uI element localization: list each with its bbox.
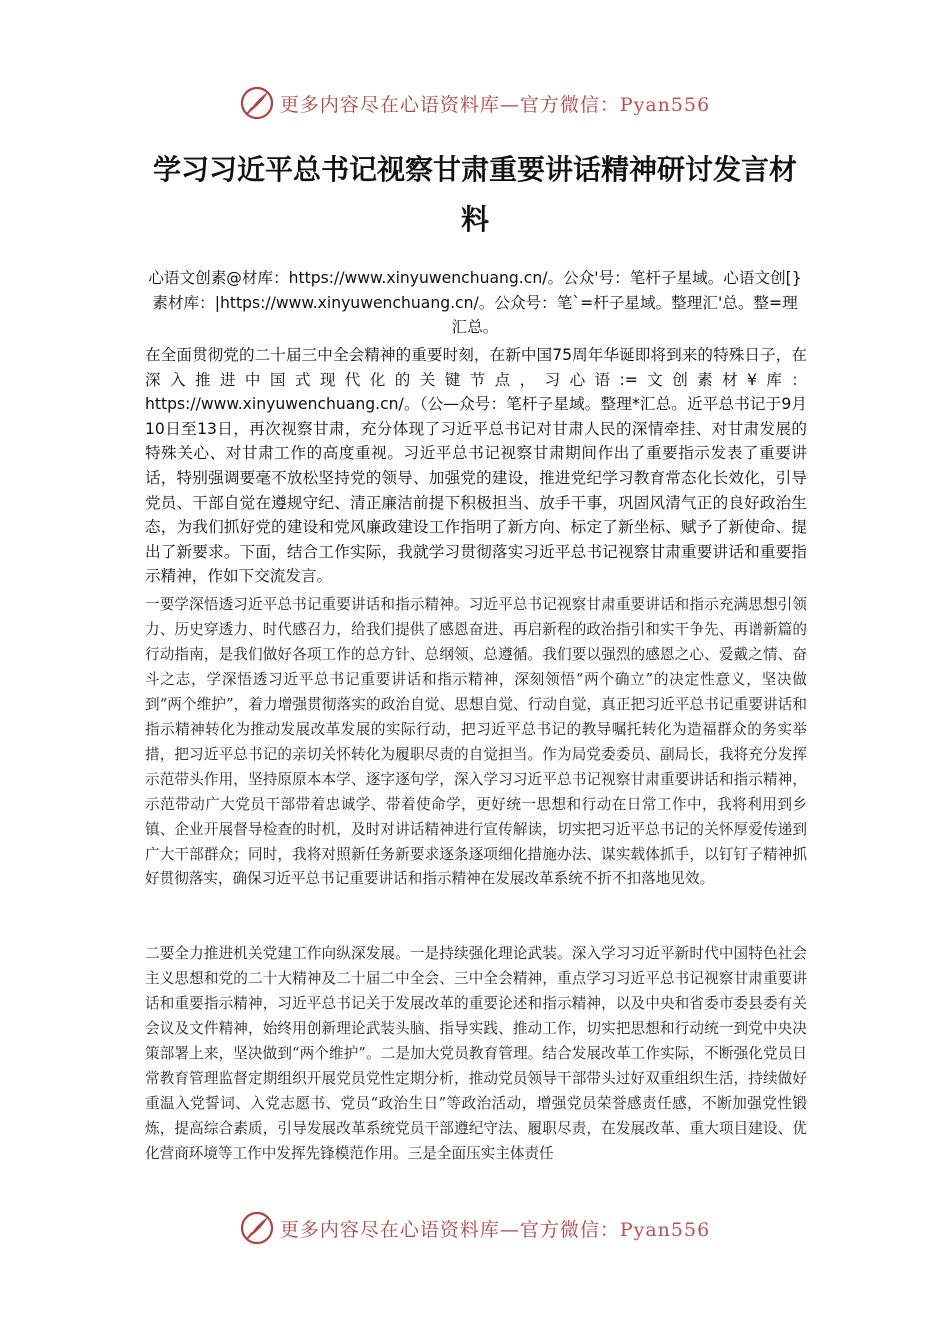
quill-pen-logo-icon <box>240 86 274 120</box>
watermark-footer <box>0 1208 950 1248</box>
document-title: 学习习近平总书记视察甘肃重要讲话精神研讨发言材料 <box>152 153 797 236</box>
intro-paragraph: 在全面贯彻党的二十届三中全会精神的重要时刻，在新中国75周年华诞即将到来的特殊日子，在深入推进中国式现代化的关键节点，习心语:=文创素材¥库：https://www.xinyuwenchuang.cn/。（公—众号：笔杆子星域。整理*汇总。近平总书记于9月10日至13日，再次视察甘肃，充分体现了习近平总书记对甘肃人民的深情牵挂、对甘肃发展的特殊关心、对甘肃工作的高度重视。习近平总书记视察甘肃期间作出了重要指示发表了重要讲话，特别强调要毫不放松坚持党的领导、加强党的建设，推进党纪学习教育常态化长效化，引导党员、干部自觉在遵规守纪、清正廉洁前提下积极担当、放手干事，巩固风清气正的良好政治生态，为我们抓好党的建设和党风廉政建设工作指明了新方向、标定了新坐标、赋予了新使命、提出了新要求。下面，结合工作实际，我就学习贯彻落实习近平总书记视察甘肃重要讲话和重要指示精神，作如下交流发言。 <box>145 346 807 586</box>
wechat-id: Pyan556 <box>619 1218 711 1241</box>
body-paragraph-2: 二要全力推进机关党建工作向纵深发展。一是持续强化理论武装。深入学习习近平新时代中国特色社会主义思想和党的二十大精神及二十届二中全会、三中全会精神，重点学习习近平总书记视察甘肃重要讲话和重要指示精神，习近平总书记关于发展改革的重要论述和指示精神，以及中央和省委市委县委有关会议及文件精神，始终用创新理论武装头脑、指导实践、推动工作，切实把思想和行动统一到党中央决策部署上来，坚决做到“两个维护”。二是加大党员教育管理。结合发展改革工作实际，不断强化党员日常教育管理监督定期组织开展党员党性定期分析，推动党员领导干部带头过好双重组织生活，持续做好重温入党誓词、入党志愿书、党员“政治生日”等政治活动，增强党员荣誉感责任感，不断加强党性锻炼，提高综合素质，引导发展改革系统党员干部遵纪守法、履职尽责，在发展改革、重大项目建设、优化营商环境等工作中发挥先锋模范作用。三是全面压实主体责任 <box>145 945 807 1162</box>
body-paragraph-1: 一要学深悟透习近平总书记重要讲话和指示精神。习近平总书记视察甘肃重要讲话和指示充满思想引领力、历史穿透力、时代感召力，给我们提供了感恩奋进、再启新程的政治指引和实干争先、再谱新篇的行动指南，是我们做好各项工作的总方针、总纲领、总遵循。我们要以强烈的感恩之心、爱戴之情、奋斗之志，学深悟透习近平总书记重要讲话和指示精神，深刻领悟“两个确立”的决定性意义，坚决做到“两个维护”，着力增强贯彻落实的政治自觉、思想自觉、行动自觉，真正把习近平总书记重要讲话和指示精神转化为推动发展改革发展的实际行动，把习近平总书记的教导嘱托转化为造福群众的务实举措，把习近平总书记的亲切关怀转化为履职尽责的自觉担当。作为局党委委员、副局长，我将充分发挥示范带头作用，坚持原原本本学、逐字逐句学，深入学习习近平总书记视察甘肃重要讲话和指示精神，示范带动广大党员干部带着忠诚学、带着使命学，更好统一思想和行动在日常工作中，我将利用到乡镇、企业开展督导检查的时机，及时对讲话精神进行宣传解读，切实把习近平总书记的关怀厚爱传递到广大干部群众；同时，我将对照新任务新要求逐条逐项细化措施办法、谋实载体抓手，以钉钉子精神抓好贯彻落实，确保习近平总书记重要讲话和指示精神在发展改革系统不折不扣落地见效。 <box>145 596 807 888</box>
wechat-id: Pyan556 <box>619 93 711 116</box>
quill-pen-logo-icon <box>240 1211 274 1245</box>
watermark-label: 更多内容尽在心语资料库—官方微信： <box>279 93 620 116</box>
watermark-text <box>280 90 710 117</box>
watermark-header <box>0 83 950 123</box>
watermark-label: 更多内容尽在心语资料库—官方微信： <box>279 1218 620 1241</box>
source-line: 心语文创素@材库：https://www.xinyuwenchuang.cn/。公众'号：笔杆子星域。心语文创[}素材库：|https://www.xinyuwenchuang.cn/。公众号：笔`=杆子星域。整理汇'总。整=理汇总。 <box>148 269 802 336</box>
watermark-text <box>280 1215 710 1242</box>
